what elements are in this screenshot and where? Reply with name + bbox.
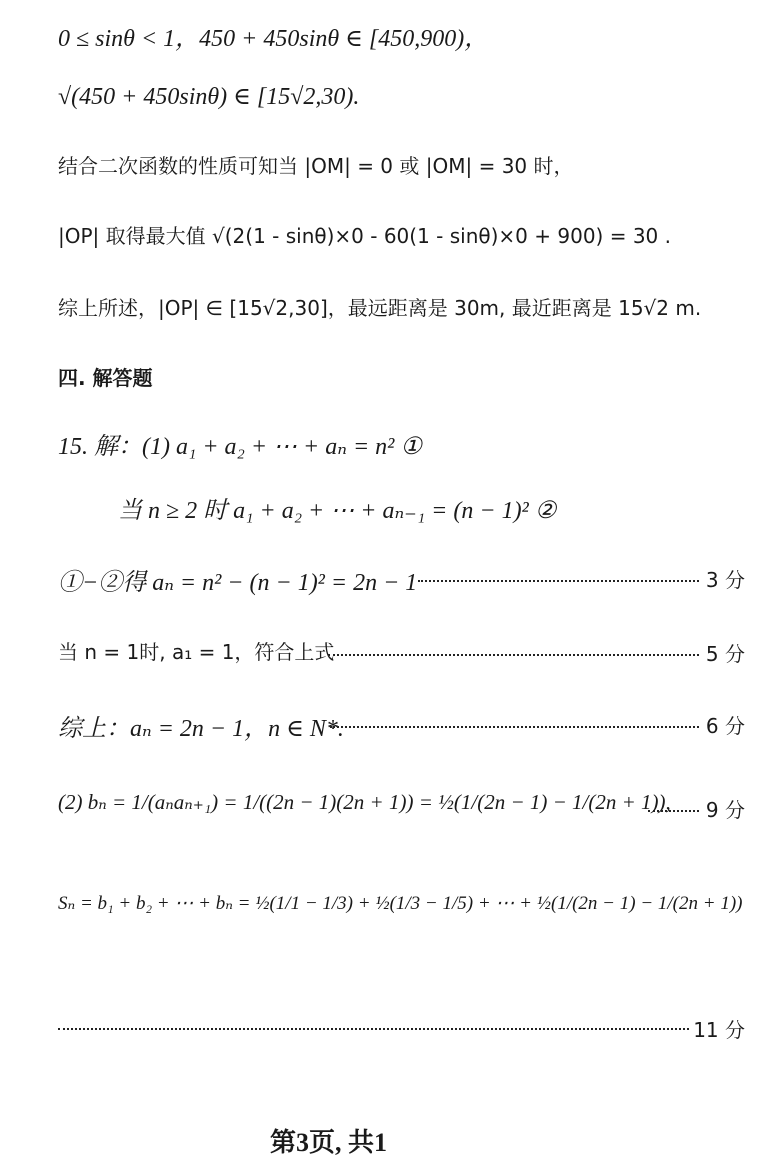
q15-part2-text: (2) bₙ = 1/(aₙaₙ₊₁) = 1/((2n − 1)(2n + 1)) = ½(1/(2n − 1) − 1/(2n + 1)), bbox=[58, 790, 671, 814]
q15-sum-expression: Sₙ = b₁ + b₂ + ⋯ + bₙ = ½(1/1 − 1/3) + ½(1/3 − 1/5) + ⋯ + ½(1/(2n − 1) − 1/(2n + 1)) bbox=[58, 893, 743, 914]
line-summary: 综上所述，|OP| ∈ [15√2,30]，最远距离是 30m, 最近距离是 15√2 m. bbox=[58, 296, 702, 320]
q15-part1-eq2: 当 n ≥ 2 时 a₁ + a₂ + ⋯ + aₙ₋₁ = (n − 1)² ② bbox=[118, 498, 557, 524]
dotted-leader bbox=[330, 726, 699, 728]
section-heading: 四. 解答题 bbox=[58, 366, 153, 390]
page-footer: 第3页, 共1 bbox=[270, 1128, 388, 1157]
line-sqrt-range: √(450 + 450sinθ) ∈ [15√2,30). bbox=[58, 84, 360, 110]
q15-n1-row bbox=[58, 636, 745, 666]
q15-conclusion-row bbox=[58, 708, 745, 742]
q15-part2-row bbox=[58, 790, 745, 830]
score-9: 9 分 bbox=[705, 798, 745, 822]
dotted-leader bbox=[58, 1028, 689, 1030]
dotted-leader bbox=[418, 580, 699, 582]
line-op-max: |OP| 取得最大值 √(2(1 - sinθ)×0 - 60(1 - sinθ)×0 + 900) = 30 . bbox=[58, 224, 671, 248]
q15-conclusion-text: 综上：aₙ = 2n − 1，n ∈ N*. bbox=[58, 716, 344, 742]
q15-n1-text: 当 n = 1时, a₁ = 1，符合上式 bbox=[58, 640, 335, 664]
line-sin-range: 0 ≤ sinθ < 1，450 + 450sinθ ∈ [450,900)， bbox=[58, 26, 489, 52]
score-6: 6 分 bbox=[705, 714, 745, 738]
dotted-leader bbox=[648, 810, 699, 812]
q15-derivation-text: ①−②得 aₙ = n² − (n − 1)² = 2n − 1 bbox=[58, 570, 418, 596]
q15-part1-eq1: 15. 解：(1) a₁ + a₂ + ⋯ + aₙ = n² ① bbox=[58, 434, 422, 460]
q15-derivation-row bbox=[58, 562, 745, 596]
final-score-row bbox=[58, 1012, 745, 1042]
line-quadratic-property: 结合二次函数的性质可知当 |OM| = 0 或 |OM| = 30 时， bbox=[58, 154, 574, 178]
score-11: 11 分 bbox=[693, 1018, 745, 1042]
dotted-leader bbox=[328, 654, 699, 656]
score-3: 3 分 bbox=[705, 568, 745, 592]
score-5: 5 分 bbox=[705, 642, 745, 666]
